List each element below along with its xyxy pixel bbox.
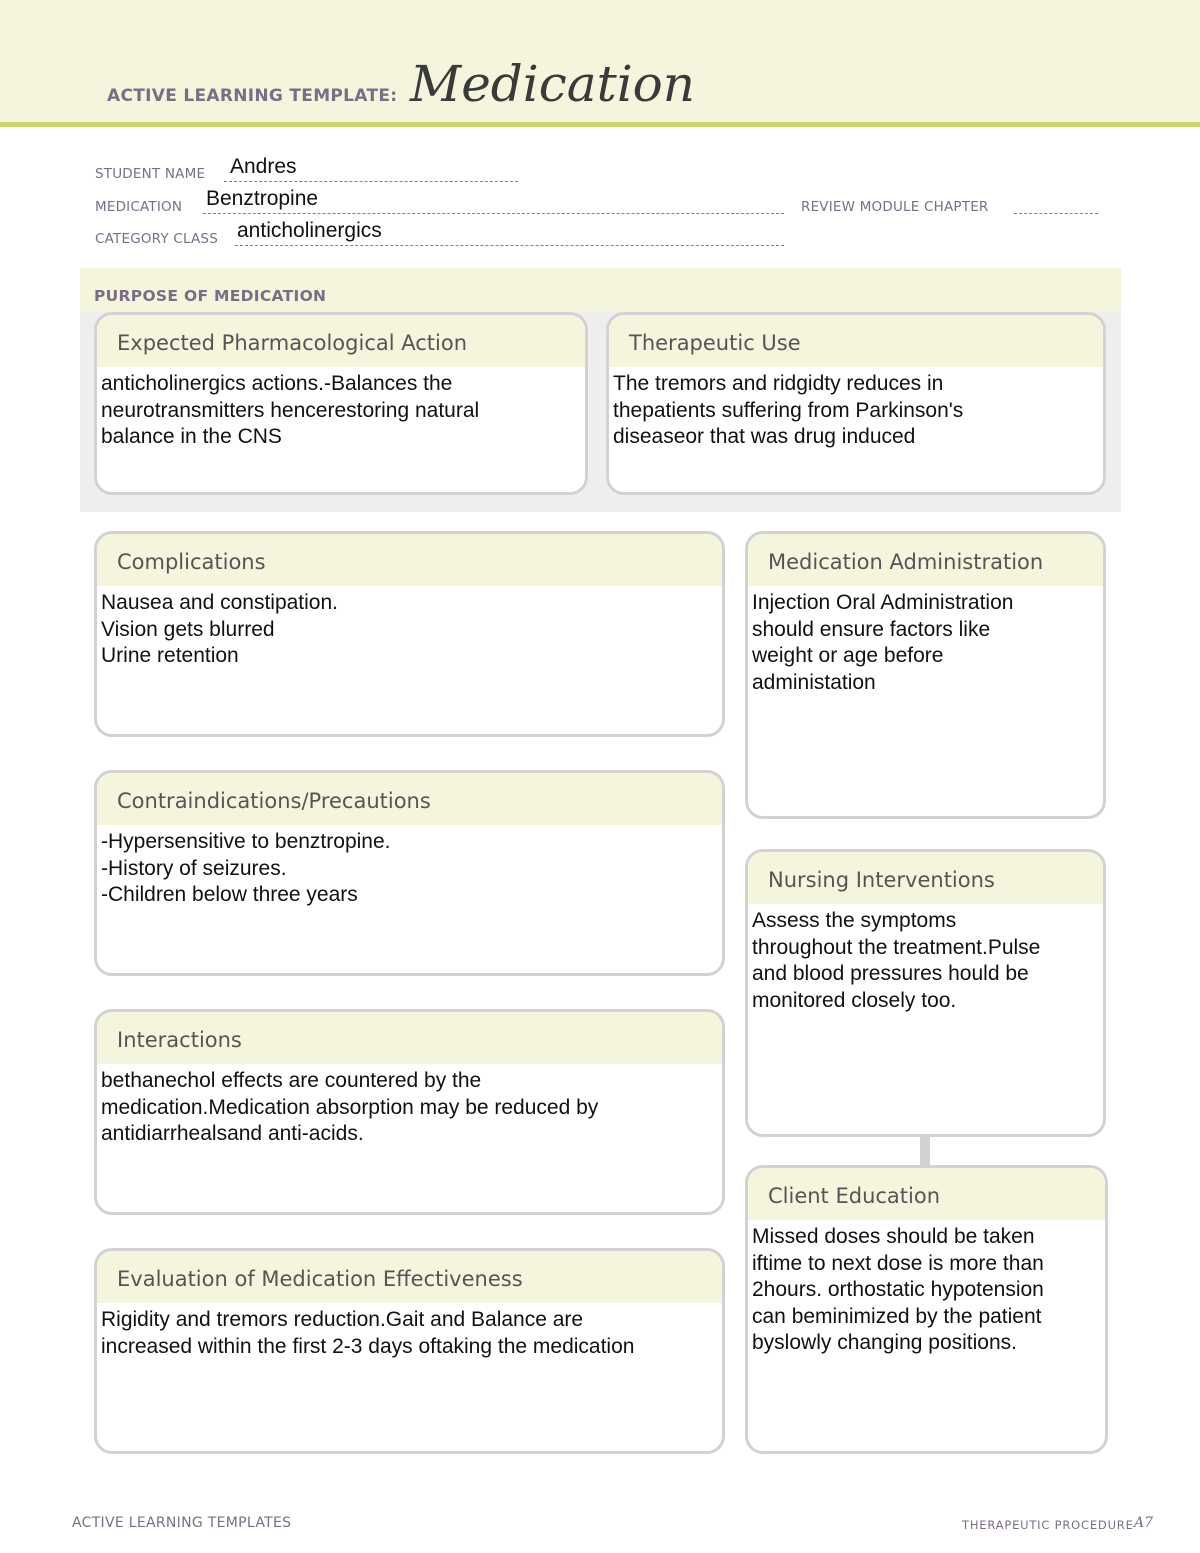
contraindications-text[interactable]: -Hypersensitive to benztropine. -History of seizures. -Children below three years bbox=[101, 830, 391, 906]
medication-label: MEDICATION bbox=[95, 199, 183, 215]
client-education-text[interactable]: Missed doses should be taken iftime to next dose is more than 2hours. orthostatic hypotension can beminimized by the patient byslowly changing positions. bbox=[752, 1225, 1044, 1354]
interactions-heading: Interactions bbox=[97, 1012, 722, 1064]
student-name-label: STUDENT NAME bbox=[95, 166, 206, 182]
footer-left: ACTIVE LEARNING TEMPLATES bbox=[72, 1515, 292, 1531]
client-education-box bbox=[745, 1165, 1108, 1454]
interactions-box bbox=[94, 1009, 725, 1215]
medication-line bbox=[203, 213, 784, 214]
nursing-interventions-heading: Nursing Interventions bbox=[748, 852, 1103, 904]
complications-box bbox=[94, 531, 725, 737]
category-class-label: CATEGORY CLASS bbox=[95, 231, 218, 247]
complications-text[interactable]: Nausea and constipation. Vision gets blurred Urine retention bbox=[101, 591, 338, 667]
therapeutic-use-box bbox=[606, 312, 1106, 495]
expected-action-heading: Expected Pharmacological Action bbox=[97, 315, 585, 367]
section-connector bbox=[920, 1135, 930, 1167]
medication-administration-box bbox=[745, 531, 1106, 819]
medication-administration-text[interactable]: Injection Oral Administration should ensure factors like weight or age before administation bbox=[752, 591, 1014, 694]
nursing-interventions-box bbox=[745, 849, 1106, 1137]
evaluation-text[interactable]: Rigidity and tremors reduction.Gait and Balance are increased within the first 2-3 days oftaking the medication bbox=[101, 1308, 635, 1358]
medication-field[interactable]: Benztropine bbox=[206, 187, 319, 210]
student-name-line bbox=[224, 181, 518, 182]
review-module-line bbox=[1014, 213, 1098, 214]
contraindications-heading: Contraindications/Precautions bbox=[97, 773, 722, 825]
evaluation-box bbox=[94, 1248, 725, 1454]
therapeutic-use-text[interactable]: The tremors and ridgidty reduces in thepatients suffering from Parkinson's diseaseor that was drug induced bbox=[613, 372, 964, 448]
nursing-interventions-text[interactable]: Assess the symptoms throughout the treatment.Pulse and blood pressures hould be monitored closely too. bbox=[752, 909, 1041, 1012]
medication-administration-heading: Medication Administration bbox=[748, 534, 1103, 586]
therapeutic-use-heading: Therapeutic Use bbox=[609, 315, 1103, 367]
template-label: ACTIVE LEARNING TEMPLATE: bbox=[107, 86, 398, 106]
page-title: Medication bbox=[410, 55, 695, 113]
page-number: A7 bbox=[1134, 1515, 1154, 1531]
evaluation-heading: Evaluation of Medication Effectiveness bbox=[97, 1251, 722, 1303]
client-education-heading: Client Education bbox=[748, 1168, 1105, 1220]
student-name-field[interactable]: Andres bbox=[230, 155, 297, 178]
interactions-text[interactable]: bethanechol effects are countered by the medication.Medication absorption may be reduced by antidiarrhealsand anti-acids. bbox=[101, 1069, 599, 1145]
header-rule bbox=[0, 122, 1200, 127]
complications-heading: Complications bbox=[97, 534, 722, 586]
category-class-line bbox=[235, 245, 784, 246]
review-module-label: REVIEW MODULE CHAPTER bbox=[801, 199, 989, 215]
category-class-field[interactable]: anticholinergics bbox=[237, 219, 382, 242]
expected-action-text[interactable]: anticholinergics actions.-Balances the neurotransmitters hencerestoring natural balance in the CNS bbox=[101, 372, 480, 448]
expected-action-box bbox=[94, 312, 588, 495]
footer-right: THERAPEUTIC PROCEDURE bbox=[962, 1518, 1134, 1532]
contraindications-box bbox=[94, 770, 725, 976]
purpose-title: PURPOSE OF MEDICATION bbox=[94, 287, 327, 305]
